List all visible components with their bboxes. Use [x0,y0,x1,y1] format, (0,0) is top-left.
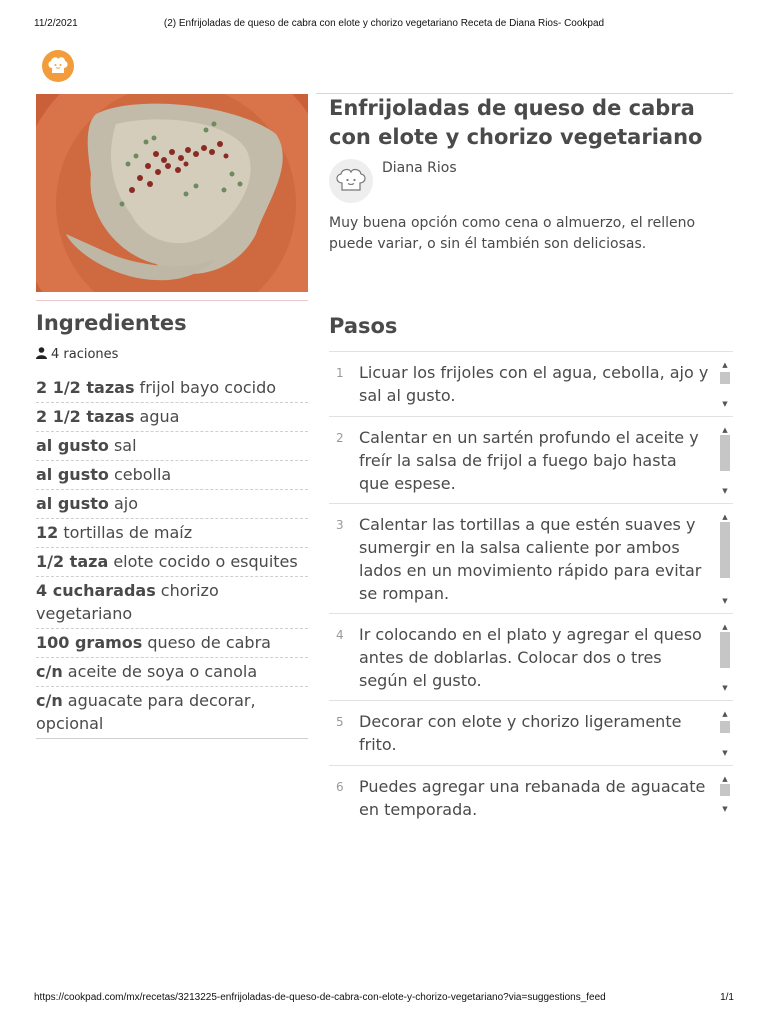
step-item [329,417,733,504]
scrollbar-thumb[interactable] [720,721,730,733]
step-item [329,766,733,822]
step-number: 5 [336,715,344,729]
person-icon [36,347,47,359]
step-text: Ir colocando en el plato y agregar el queso antes de doblarlas. Colocar dos o tres según el gusto. [359,625,702,690]
step-number: 1 [336,366,344,380]
ingredient-quantity: 1/2 taza [36,552,109,571]
step-scrollbar[interactable] [719,622,731,693]
recipe-photo [36,94,308,292]
step-number: 6 [336,780,344,794]
ingredient-item [36,519,308,548]
ingredient-name: queso de cabra [142,633,271,652]
ingredient-name: aguacate para decorar, opcional [36,691,256,733]
step-list [329,352,733,822]
step-text: Calentar en un sartén profundo el aceite y freír la salsa de frijol a fuego bajo hasta que espese. [359,428,699,493]
chef-avatar-icon [335,168,367,194]
step-scrollbar[interactable] [719,425,731,496]
ingredient-item [36,490,308,519]
ingredient-item [36,548,308,577]
scroll-up-icon[interactable]: ▲ [722,426,728,434]
step-scrollbar[interactable] [719,709,731,758]
print-header [0,18,768,32]
step-text: Licuar los frijoles con el agua, cebolla, ajo y sal al gusto. [359,363,709,405]
ingredient-name: sal [108,436,137,455]
ingredient-item [36,629,308,658]
step-number: 2 [336,431,344,445]
step-scrollbar[interactable] [719,360,731,409]
servings-text: 4 raciones [51,347,119,362]
step-scrollbar[interactable] [719,512,731,606]
ingredient-quantity: al gusto [36,465,109,484]
ingredient-item [36,461,308,490]
chef-hat-icon [47,56,69,76]
ingredient-name: aceite de soya o canola [62,662,258,681]
scrollbar-thumb[interactable] [720,632,730,668]
scroll-down-icon[interactable]: ▼ [722,684,728,692]
ingredient-name: cebolla [108,465,172,484]
step-text: Puedes agregar una rebanada de aguacate en temporada. [359,777,706,819]
step-scrollbar[interactable] [719,774,731,814]
servings [36,347,118,362]
scroll-up-icon[interactable]: ▲ [722,775,728,783]
ingredient-name: ajo [108,494,138,513]
ingredient-quantity: al gusto [36,494,109,513]
step-text: Calentar las tortillas a que estén suaves y sumergir en la salsa caliente por ambos lados en un movimiento rápido para evitar se rompan. [359,515,702,603]
print-date: 11/2/2021 [34,18,78,29]
ingredient-item [36,658,308,687]
step-text: Decorar con elote y chorizo ligeramente frito. [359,712,682,754]
step-number: 4 [336,628,344,642]
print-url: https://cookpad.com/mx/recetas/3213225-enfrijoladas-de-queso-de-cabra-con-elote-y-chorizo-vegetariano?via=suggestions_feed [34,992,606,1003]
ingredient-quantity: 2 1/2 tazas [36,407,135,426]
scroll-up-icon[interactable]: ▲ [722,513,728,521]
ingredient-name: chorizo vegetariano [36,581,219,623]
ingredient-item [36,687,308,739]
ingredient-name: frijol bayo cocido [134,378,277,397]
scroll-down-icon[interactable]: ▼ [722,487,728,495]
scroll-down-icon[interactable]: ▼ [722,749,728,757]
scroll-up-icon[interactable]: ▲ [722,361,728,369]
step-number: 3 [336,518,344,532]
ingredient-item [36,432,308,461]
ingredient-name: tortillas de maíz [58,523,193,542]
step-item [329,504,733,614]
ingredient-quantity: c/n [36,691,63,710]
print-page-number: 1/1 [720,992,734,1003]
ingredient-name: elote cocido o esquites [108,552,298,571]
scroll-up-icon[interactable]: ▲ [722,710,728,718]
ingredient-quantity: 100 gramos [36,633,143,652]
ingredient-list [36,374,308,739]
scrollbar-thumb[interactable] [720,435,730,471]
ingredient-name: agua [134,407,180,426]
print-footer [0,992,768,1006]
scroll-down-icon[interactable]: ▼ [722,805,728,813]
ingredient-item [36,577,308,629]
cookpad-logo[interactable] [42,50,74,82]
ingredient-quantity: 4 cucharadas [36,581,156,600]
ingredient-item [36,374,308,403]
ingredient-quantity: 2 1/2 tazas [36,378,135,397]
step-item [329,614,733,701]
scroll-up-icon[interactable]: ▲ [722,623,728,631]
ingredients-heading: Ingredientes [36,311,187,335]
ingredient-item [36,403,308,432]
ingredient-quantity: 12 [36,523,59,542]
scrollbar-thumb[interactable] [720,784,730,796]
recipe-title: Enfrijoladas de queso de cabra con elote y chorizo vegetariano [329,96,703,149]
steps-heading: Pasos [329,314,398,338]
scroll-down-icon[interactable]: ▼ [722,597,728,605]
scroll-down-icon[interactable]: ▼ [722,400,728,408]
recipe-description: Muy buena opción como cena o almuerzo, el relleno puede variar, o sin él también son deliciosas. [329,215,696,252]
author-name[interactable]: Diana Rios [382,160,457,176]
ingredient-quantity: al gusto [36,436,109,455]
step-item [329,701,733,766]
ingredient-quantity: c/n [36,662,63,681]
author-avatar[interactable] [329,159,373,203]
photo-divider [36,300,308,301]
step-item [329,352,733,417]
scrollbar-thumb[interactable] [720,522,730,578]
print-document-title: (2) Enfrijoladas de queso de cabra con elote y chorizo vegetariano Receta de Diana Rios- Cookpad [163,18,605,29]
scrollbar-thumb[interactable] [720,372,730,384]
